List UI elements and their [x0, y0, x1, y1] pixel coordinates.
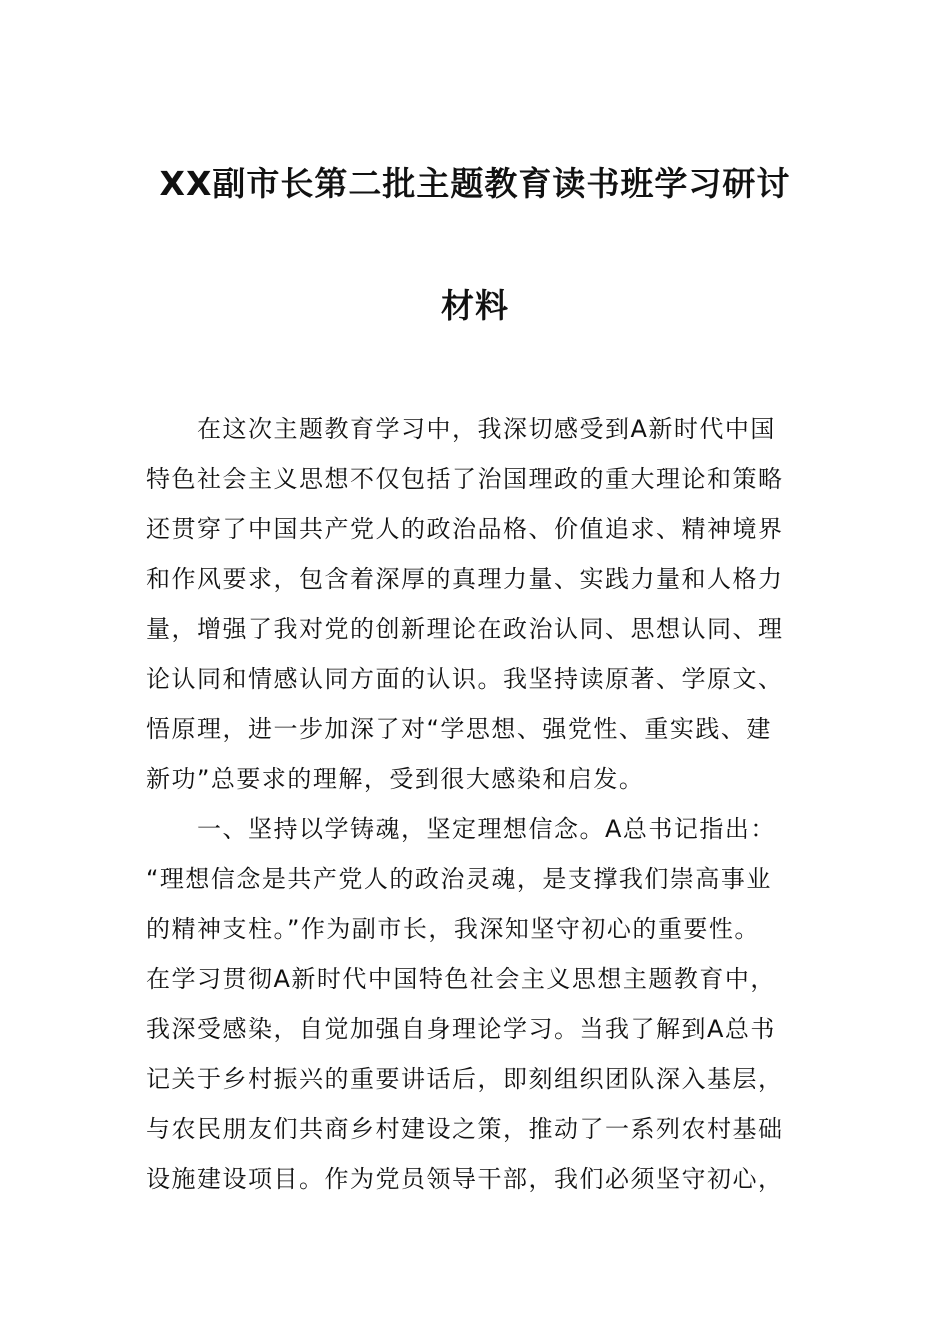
- text-line: 与农民朋友们共商乡村建设之策，推动了一系列农村基础: [146, 1115, 784, 1143]
- text-line: 新功”总要求的理解，受到很大感染和启发。: [146, 765, 645, 793]
- text-line: 悟原理，进一步加深了对“学思想、强党性、重实践、建: [146, 715, 772, 743]
- text-line: 设施建设项目。作为党员领导干部，我们必须坚守初心，: [146, 1165, 784, 1193]
- text-line: 的精神支柱。”作为副市长，我深知坚守初心的重要性。: [146, 915, 760, 943]
- document-title-line-2: 材料: [441, 286, 509, 325]
- text-line: 还贯穿了中国共产党人的政治品格、价值追求、精神境界: [146, 515, 784, 543]
- text-line: 量，增强了我对党的创新理论在政治认同、思想认同、理: [146, 615, 784, 643]
- text-line: 在学习贯彻A新时代中国特色社会主义思想主题教育中，: [146, 965, 776, 993]
- text-line: 我深受感染，自觉加强自身理论学习。当我了解到A总书: [146, 1015, 776, 1043]
- text-line: “理想信念是共产党人的政治灵魂，是支撑我们崇高事业: [146, 865, 772, 893]
- text-line: 和作风要求，包含着深厚的真理力量、实践力量和人格力: [146, 565, 784, 593]
- text-line: 在这次主题教育学习中，我深切感受到A新时代中国: [146, 415, 776, 443]
- text-line: 特色社会主义思想不仅包括了治国理政的重大理论和策略: [146, 465, 784, 493]
- text-line: 论认同和情感认同方面的认识。我坚持读原著、学原文、: [146, 665, 784, 693]
- text-line: 一、坚持以学铸魂，坚定理想信念。A总书记指出：: [146, 815, 776, 843]
- text-line: 记关于乡村振兴的重要讲话后，即刻组织团队深入基层，: [146, 1065, 784, 1093]
- document-title-line-1: XX副市长第二批主题教育读书班学习研讨: [159, 164, 791, 203]
